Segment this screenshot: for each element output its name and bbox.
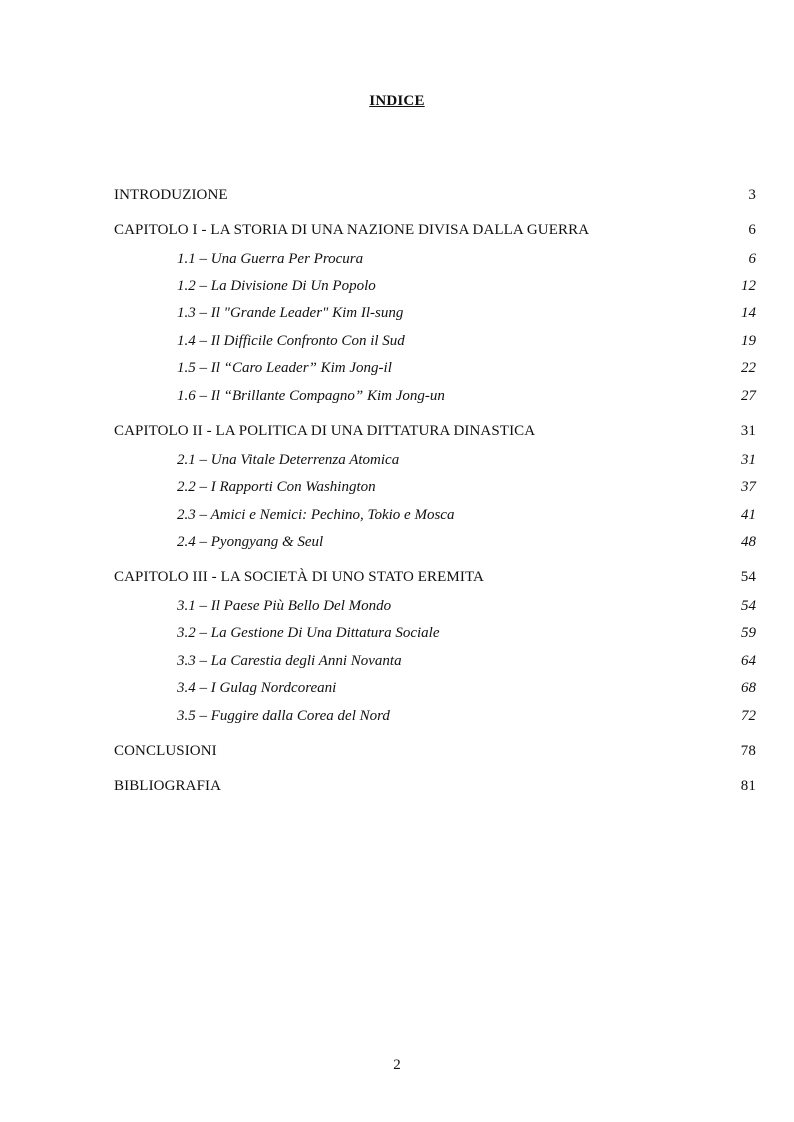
toc-entry-label: 3.2 – La Gestione Di Una Dittatura Sociale: [177, 625, 440, 641]
toc-entry-2-4[interactable]: [114, 534, 756, 551]
toc-entry-label: 3.5 – Fuggire dalla Corea del Nord: [177, 708, 390, 724]
toc-entry-label: 3.3 – La Carestia degli Anni Novanta: [177, 653, 402, 669]
toc-entry-label: CAPITOLO II - LA POLITICA DI UNA DITTATURA DINASTICA: [114, 423, 536, 439]
toc-entry-label: 2.4 – Pyongyang & Seul: [177, 534, 324, 550]
toc-entry-page: 48: [741, 534, 756, 550]
toc-entry-label: 1.5 – Il “Caro Leader” Kim Jong-il: [177, 360, 392, 376]
toc-entry-3-3[interactable]: [114, 653, 756, 670]
toc-entry-label: 2.2 – I Rapporti Con Washington: [177, 479, 376, 495]
toc-entry-page: 6: [748, 222, 756, 238]
toc-entry-1-1[interactable]: [114, 251, 756, 268]
toc-entry-page: 54: [740, 569, 756, 585]
toc-entry-page: 3: [748, 187, 756, 203]
toc-entry-page: 19: [741, 333, 756, 349]
toc-entry-page: 72: [741, 708, 756, 724]
toc-entry-3-5[interactable]: [114, 708, 756, 725]
toc-entry-page: 54: [741, 598, 756, 614]
page-number: 2: [393, 1057, 401, 1073]
toc-entry-3-2[interactable]: [114, 625, 756, 642]
toc-entry-introduzione[interactable]: [114, 187, 756, 204]
toc-entry-1-3[interactable]: [114, 305, 756, 322]
toc-entry-1-2[interactable]: [114, 278, 756, 295]
toc-entry-2-1[interactable]: [114, 452, 756, 469]
toc-entry-page: 64: [741, 653, 756, 669]
toc-entry-page: 78: [740, 743, 756, 759]
toc-entry-page: 31: [740, 423, 756, 439]
toc-entry-page: 14: [741, 305, 756, 321]
toc-entry-1-4[interactable]: [114, 333, 756, 350]
toc-entry-label: 2.3 – Amici e Nemici: Pechino, Tokio e Mosca: [177, 507, 455, 523]
toc-entry-page: 81: [740, 778, 756, 794]
toc-entry-conclusioni[interactable]: [114, 743, 756, 760]
toc-entry-label: BIBLIOGRAFIA: [114, 778, 222, 794]
page-title: INDICE: [369, 93, 425, 109]
toc-entry-label: 3.4 – I Gulag Nordcoreani: [177, 680, 337, 696]
toc-entry-label: 1.6 – Il “Brillante Compagno” Kim Jong-un: [177, 388, 445, 404]
toc-entry-bibliografia[interactable]: [114, 778, 756, 795]
toc-entry-capitolo-2[interactable]: [114, 423, 756, 440]
toc-entry-label: 1.3 – Il "Grande Leader" Kim Il-sung: [177, 305, 404, 321]
toc-entry-2-3[interactable]: [114, 507, 756, 524]
toc-entry-label: 1.1 – Una Guerra Per Procura: [177, 251, 364, 267]
toc-entry-label: INTRODUZIONE: [114, 187, 228, 203]
toc-entry-label: CONCLUSIONI: [114, 743, 217, 759]
toc-entry-capitolo-1[interactable]: [114, 222, 756, 239]
toc-entry-page: 59: [741, 625, 756, 641]
toc-entry-page: 31: [741, 452, 756, 468]
toc-entry-label: 3.1 – Il Paese Più Bello Del Mondo: [177, 598, 392, 614]
toc-entry-page: 37: [741, 479, 756, 495]
toc-entry-page: 41: [741, 507, 756, 523]
toc-entry-label: 1.2 – La Divisione Di Un Popolo: [177, 278, 376, 294]
toc-entry-label: 1.4 – Il Difficile Confronto Con il Sud: [177, 333, 405, 349]
toc-entry-1-5[interactable]: [114, 360, 756, 377]
toc-entry-3-1[interactable]: [114, 598, 756, 615]
toc-entry-page: 68: [741, 680, 756, 696]
toc-entry-page: 27: [741, 388, 756, 404]
toc-entry-label: CAPITOLO III - LA SOCIETÀ DI UNO STATO EREMITA: [114, 569, 484, 585]
toc-entry-3-4[interactable]: [114, 680, 756, 697]
toc-entry-page: 22: [741, 360, 756, 376]
toc-entry-page: 6: [748, 251, 756, 267]
toc-entry-page: 12: [741, 278, 756, 294]
toc-entry-label: CAPITOLO I - LA STORIA DI UNA NAZIONE DIVISA DALLA GUERRA: [114, 222, 590, 238]
toc-entry-capitolo-3[interactable]: [114, 569, 756, 586]
toc-entry-1-6[interactable]: [114, 388, 756, 405]
toc-entry-2-2[interactable]: [114, 479, 756, 496]
toc-entry-label: 2.1 – Una Vitale Deterrenza Atomica: [177, 452, 400, 468]
